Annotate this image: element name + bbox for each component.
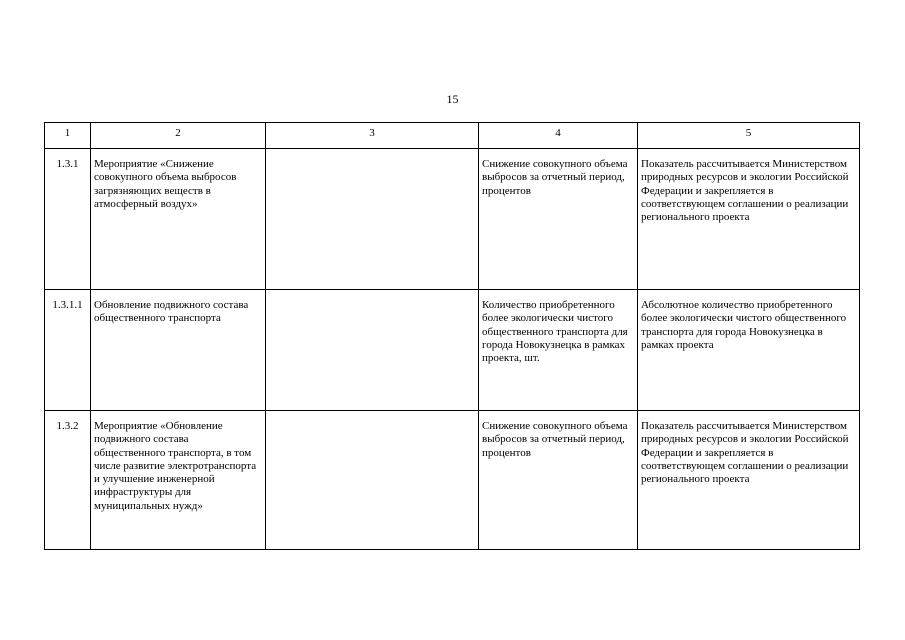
method-cell: Показатель рассчитывается Министерством природных ресурсов и экологии Российской Федерации и закрепляется в соответствующем соглашении о реализации регионального проекта: [638, 149, 860, 290]
table-row: [45, 290, 860, 411]
measure-name: Мероприятие «Снижение совокупного объема выбросов загрязняющих веществ в атмосферный воздух»: [91, 149, 266, 290]
indicator-cell: Количество приобретенного более экологически чистого общественного транспорта для города Новокузнецка в рамках проекта, шт.: [479, 290, 638, 411]
row-number: 1.3.1: [45, 149, 91, 290]
row-number: 1.3.1.1: [45, 290, 91, 411]
column-3-cell: [266, 149, 479, 290]
indicator-table: [44, 122, 860, 550]
method-cell: Показатель рассчитывается Министерством природных ресурсов и экологии Российской Федерации и закрепляется в соответствующем соглашении о реализации регионального проекта: [638, 411, 860, 550]
column-header-4: 4: [479, 123, 638, 149]
table-header-row: [45, 123, 860, 149]
column-header-5: 5: [638, 123, 860, 149]
table-row: [45, 411, 860, 550]
page-number: 15: [446, 92, 459, 106]
column-header-2: 2: [91, 123, 266, 149]
indicator-cell: Снижение совокупного объема выбросов за отчетный период, процентов: [479, 411, 638, 550]
table-row: [45, 149, 860, 290]
column-3-cell: [266, 411, 479, 550]
measure-name: Обновление подвижного состава общественного транспорта: [91, 290, 266, 411]
column-header-1: 1: [45, 123, 91, 149]
row-number: 1.3.2: [45, 411, 91, 550]
column-header-3: 3: [266, 123, 479, 149]
column-3-cell: [266, 290, 479, 411]
measure-name: Мероприятие «Обновление подвижного состава общественного транспорта, в том числе развитие электротранспорта и улучшение инженерной инфраструктуры для муниципальных нужд»: [91, 411, 266, 550]
method-cell: Абсолютное количество приобретенного более экологически чистого общественного транспорта для города Новокузнецка в рамках проекта: [638, 290, 860, 411]
indicator-cell: Снижение совокупного объема выбросов за отчетный период, процентов: [479, 149, 638, 290]
